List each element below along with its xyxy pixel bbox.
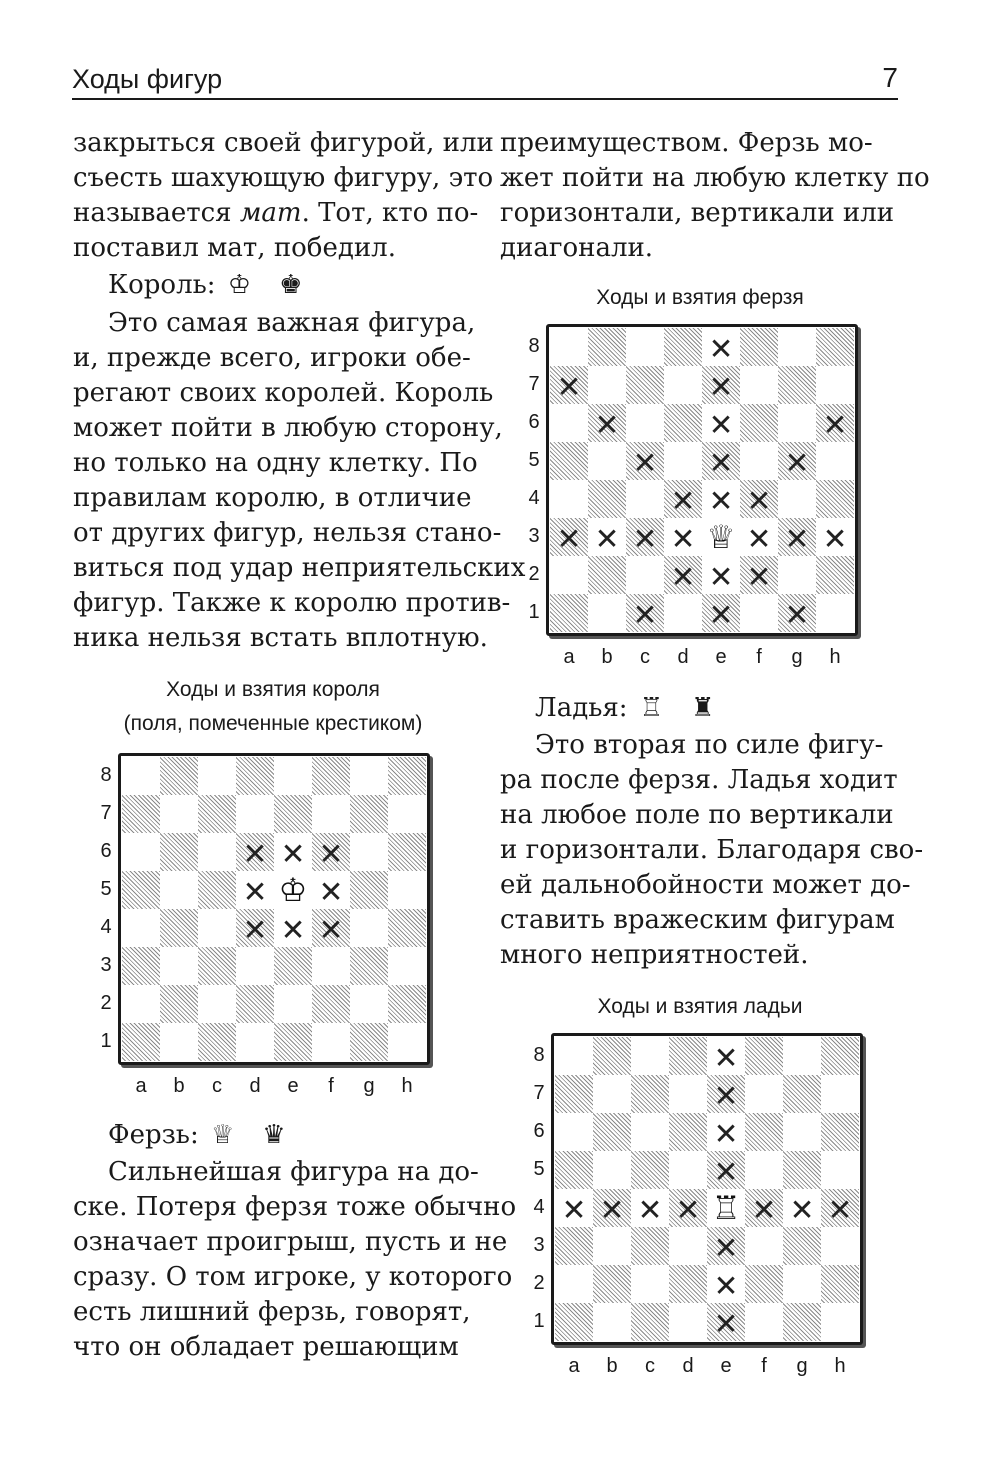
queen-piece-icon: ♕ [702, 518, 740, 556]
text-line [73, 198, 478, 228]
cross-mark: ✕ [675, 1192, 701, 1227]
dark-square [236, 985, 274, 1023]
cross-mark: ✕ [789, 1192, 815, 1227]
text-line: закрыться своей фигурой, или [73, 128, 494, 158]
file-label: a [563, 646, 575, 668]
cross-mark: ✕ [561, 1192, 587, 1227]
text-line: от других фигур, нельзя стано- [73, 518, 502, 548]
king-diagram-caption-note: (поля, помеченные крестиком) [123, 712, 423, 735]
dark-square [555, 1075, 593, 1113]
file-label: b [173, 1075, 185, 1097]
queen-heading [108, 1120, 314, 1150]
dark-square [160, 985, 198, 1023]
cross-mark: ✕ [632, 521, 658, 556]
dark-square [783, 1151, 821, 1189]
file-label: d [677, 646, 689, 668]
file-label: e [720, 1355, 732, 1377]
rank-label: 1 [533, 1310, 545, 1332]
cross-mark: ✕ [708, 407, 734, 442]
rank-label: 6 [533, 1120, 545, 1142]
dark-square [664, 328, 702, 366]
cross-mark: ✕ [242, 912, 268, 947]
queen-diagram-caption: Ходы и взятия ферзя [596, 286, 804, 309]
king-piece-icon: ♔ [274, 871, 312, 909]
dark-square [588, 556, 626, 594]
text-line: Это вторая по силе фигу- [535, 730, 884, 760]
file-label: e [715, 646, 727, 668]
file-label: c [645, 1355, 655, 1377]
cross-mark: ✕ [713, 1230, 739, 1265]
white-queen-icon: ♕ [210, 1120, 235, 1150]
cross-mark: ✕ [713, 1040, 739, 1075]
dark-square [555, 1303, 593, 1341]
text-line: съесть шахующую фигуру, это [73, 163, 494, 193]
cross-mark: ✕ [822, 521, 848, 556]
cross-mark: ✕ [708, 597, 734, 632]
text-fragment: называется [73, 198, 240, 228]
rook-piece-icon: ♖ [707, 1189, 745, 1227]
text-line: поставил мат, победил. [73, 233, 396, 263]
rank-label: 1 [100, 1030, 112, 1052]
dark-square [593, 1037, 631, 1075]
file-label: e [287, 1075, 299, 1097]
dark-square [122, 795, 160, 833]
cross-mark: ✕ [670, 559, 696, 594]
dark-square [388, 833, 426, 871]
black-queen-icon: ♛ [262, 1120, 286, 1150]
dark-square [669, 1037, 707, 1075]
cross-mark: ✕ [713, 1268, 739, 1303]
text-line: виться под удар неприятельских [73, 553, 526, 583]
white-rook-icon: ♖ [639, 693, 664, 723]
cross-mark: ✕ [280, 836, 306, 871]
cross-mark: ✕ [594, 407, 620, 442]
cross-mark: ✕ [708, 559, 734, 594]
dark-square [778, 366, 816, 404]
black-king-icon: ♚ [279, 270, 303, 300]
file-label: h [401, 1075, 413, 1097]
rank-label: 6 [528, 411, 540, 433]
file-label: f [756, 646, 762, 668]
dark-square [350, 1023, 388, 1061]
rank-label: 6 [100, 840, 112, 862]
file-label: a [135, 1075, 147, 1097]
text-line: на любое поле по вертикали [500, 800, 894, 830]
dark-square [745, 1113, 783, 1151]
cross-mark: ✕ [708, 369, 734, 404]
dark-square [388, 909, 426, 947]
cross-mark: ✕ [594, 521, 620, 556]
cross-mark: ✕ [318, 836, 344, 871]
text-line: означает проигрыш, пусть и не [73, 1227, 508, 1257]
dark-square [740, 404, 778, 442]
rank-label: 2 [528, 563, 540, 585]
file-label: h [829, 646, 841, 668]
text-line: горизонтали, вертикали или [500, 198, 895, 228]
rank-label: 8 [533, 1044, 545, 1066]
file-label: f [761, 1355, 767, 1377]
dark-square [631, 1151, 669, 1189]
rank-label: 4 [100, 916, 112, 938]
text-fragment: . Тот, кто по- [301, 198, 479, 228]
page-number: 7 [882, 62, 898, 93]
rook-heading-label: Ладья: [535, 693, 628, 723]
dark-square [388, 985, 426, 1023]
dark-square [122, 947, 160, 985]
dark-square [555, 1227, 593, 1265]
dark-square [350, 947, 388, 985]
king-heading-label: Король: [108, 270, 216, 300]
dark-square [198, 871, 236, 909]
rank-label: 3 [100, 954, 112, 976]
cross-mark: ✕ [556, 521, 582, 556]
cross-mark: ✕ [751, 1192, 777, 1227]
term-mate: мат [239, 198, 302, 228]
dark-square [821, 1113, 859, 1151]
rank-label: 7 [533, 1082, 545, 1104]
cross-mark: ✕ [242, 874, 268, 909]
text-line: преимуществом. Ферзь мо- [500, 128, 873, 158]
dark-square [821, 1265, 859, 1303]
cross-mark: ✕ [708, 331, 734, 366]
cross-mark: ✕ [713, 1154, 739, 1189]
text-line: ра после ферзя. Ладья ходит [500, 765, 898, 795]
dark-square [160, 757, 198, 795]
file-label: g [796, 1355, 808, 1377]
file-label: c [640, 646, 650, 668]
dark-square [350, 795, 388, 833]
text-line: что он обладает решающим [73, 1332, 459, 1362]
dark-square [669, 1265, 707, 1303]
dark-square [274, 1023, 312, 1061]
dark-square [122, 1023, 160, 1061]
rank-label: 8 [528, 335, 540, 357]
rank-label: 5 [533, 1158, 545, 1180]
file-label: c [212, 1075, 222, 1097]
dark-square [783, 1303, 821, 1341]
dark-square [350, 871, 388, 909]
file-label: f [328, 1075, 334, 1097]
cross-mark: ✕ [599, 1192, 625, 1227]
text-line: и, прежде всего, игроки обе- [73, 343, 471, 373]
dark-square [588, 480, 626, 518]
text-line: Это самая важная фигура, [108, 308, 476, 338]
text-line: ника нельзя встать вплотную. [73, 623, 488, 653]
rank-label: 3 [528, 525, 540, 547]
dark-square [669, 1113, 707, 1151]
text-line: но только на одну клетку. По [73, 448, 478, 478]
dark-square [198, 947, 236, 985]
text-line: жет пойти на любую клетку по [500, 163, 930, 193]
cross-mark: ✕ [318, 912, 344, 947]
dark-square [550, 442, 588, 480]
dark-square [312, 757, 350, 795]
rank-label: 3 [533, 1234, 545, 1256]
rank-label: 1 [528, 601, 540, 623]
dark-square [783, 1075, 821, 1113]
cross-mark: ✕ [784, 597, 810, 632]
text-line: регают своих королей. Король [73, 378, 494, 408]
dark-square [631, 1227, 669, 1265]
dark-square [816, 328, 854, 366]
rank-label: 5 [528, 449, 540, 471]
text-line: ске. Потеря ферзя тоже обычно [73, 1192, 517, 1222]
dark-square [198, 795, 236, 833]
dark-square [740, 328, 778, 366]
file-label: h [834, 1355, 846, 1377]
dark-square [274, 947, 312, 985]
cross-mark: ✕ [822, 407, 848, 442]
dark-square [664, 404, 702, 442]
rank-label: 8 [100, 764, 112, 786]
text-line: Сильнейшая фигура на до- [108, 1157, 479, 1187]
cross-mark: ✕ [632, 597, 658, 632]
cross-mark: ✕ [632, 445, 658, 480]
dark-square [160, 909, 198, 947]
dark-square [236, 757, 274, 795]
rank-label: 7 [100, 802, 112, 824]
dark-square [588, 328, 626, 366]
cross-mark: ✕ [280, 912, 306, 947]
cross-mark: ✕ [556, 369, 582, 404]
cross-mark: ✕ [708, 483, 734, 518]
dark-square [122, 871, 160, 909]
cross-mark: ✕ [708, 445, 734, 480]
page-header [72, 60, 898, 100]
dark-square [631, 1303, 669, 1341]
file-label: b [606, 1355, 618, 1377]
dark-square [555, 1151, 593, 1189]
text-line: есть лишний ферзь, говорят, [73, 1297, 471, 1327]
rank-label: 4 [533, 1196, 545, 1218]
text-line: сразу. О том игроке, у которого [73, 1262, 513, 1292]
text-line: фигур. Также к королю против- [73, 588, 511, 618]
text-line: много неприятностей. [500, 940, 809, 970]
dark-square [816, 556, 854, 594]
rook-diagram-caption: Ходы и взятия ладьи [597, 995, 803, 1018]
text-line: может пойти в любую сторону, [73, 413, 503, 443]
cross-mark: ✕ [746, 483, 772, 518]
file-label: a [568, 1355, 580, 1377]
file-label: g [363, 1075, 375, 1097]
text-line: и горизонтали. Благодаря сво- [500, 835, 924, 865]
running-title: Ходы фигур [72, 64, 223, 94]
dark-square [816, 480, 854, 518]
king-heading [108, 270, 330, 300]
cross-mark: ✕ [637, 1192, 663, 1227]
dark-square [274, 795, 312, 833]
rook-heading [535, 693, 742, 723]
cross-mark: ✕ [746, 521, 772, 556]
dark-square [783, 1227, 821, 1265]
dark-square [593, 1265, 631, 1303]
dark-square [745, 1037, 783, 1075]
rank-label: 2 [100, 992, 112, 1014]
file-label: d [249, 1075, 261, 1097]
dark-square [631, 1075, 669, 1113]
dark-square [160, 833, 198, 871]
dark-square [626, 366, 664, 404]
rank-label: 4 [528, 487, 540, 509]
cross-mark: ✕ [746, 559, 772, 594]
cross-mark: ✕ [713, 1306, 739, 1341]
text-line: ставить вражеским фигурам [500, 905, 895, 935]
cross-mark: ✕ [670, 521, 696, 556]
rank-label: 2 [533, 1272, 545, 1294]
king-diagram-caption: Ходы и взятия короля [166, 678, 380, 701]
dark-square [745, 1265, 783, 1303]
cross-mark: ✕ [318, 874, 344, 909]
queen-heading-label: Ферзь: [108, 1120, 199, 1150]
file-label: g [791, 646, 803, 668]
file-label: b [601, 646, 613, 668]
black-rook-icon: ♜ [691, 693, 715, 723]
rank-label: 7 [528, 373, 540, 395]
cross-mark: ✕ [784, 445, 810, 480]
dark-square [312, 985, 350, 1023]
text-line: диагонали. [500, 233, 654, 263]
cross-mark: ✕ [242, 836, 268, 871]
rank-label: 5 [100, 878, 112, 900]
cross-mark: ✕ [670, 483, 696, 518]
cross-mark: ✕ [713, 1116, 739, 1151]
dark-square [550, 594, 588, 632]
dark-square [198, 1023, 236, 1061]
cross-mark: ✕ [827, 1192, 853, 1227]
dark-square [821, 1037, 859, 1075]
dark-square [388, 757, 426, 795]
dark-square [593, 1113, 631, 1151]
file-label: d [682, 1355, 694, 1377]
cross-mark: ✕ [784, 521, 810, 556]
cross-mark: ✕ [713, 1078, 739, 1113]
text-line: ей дальнобойности может до- [500, 870, 911, 900]
white-king-icon: ♔ [227, 270, 252, 300]
text-line: правилам королю, в отличие [73, 483, 472, 513]
